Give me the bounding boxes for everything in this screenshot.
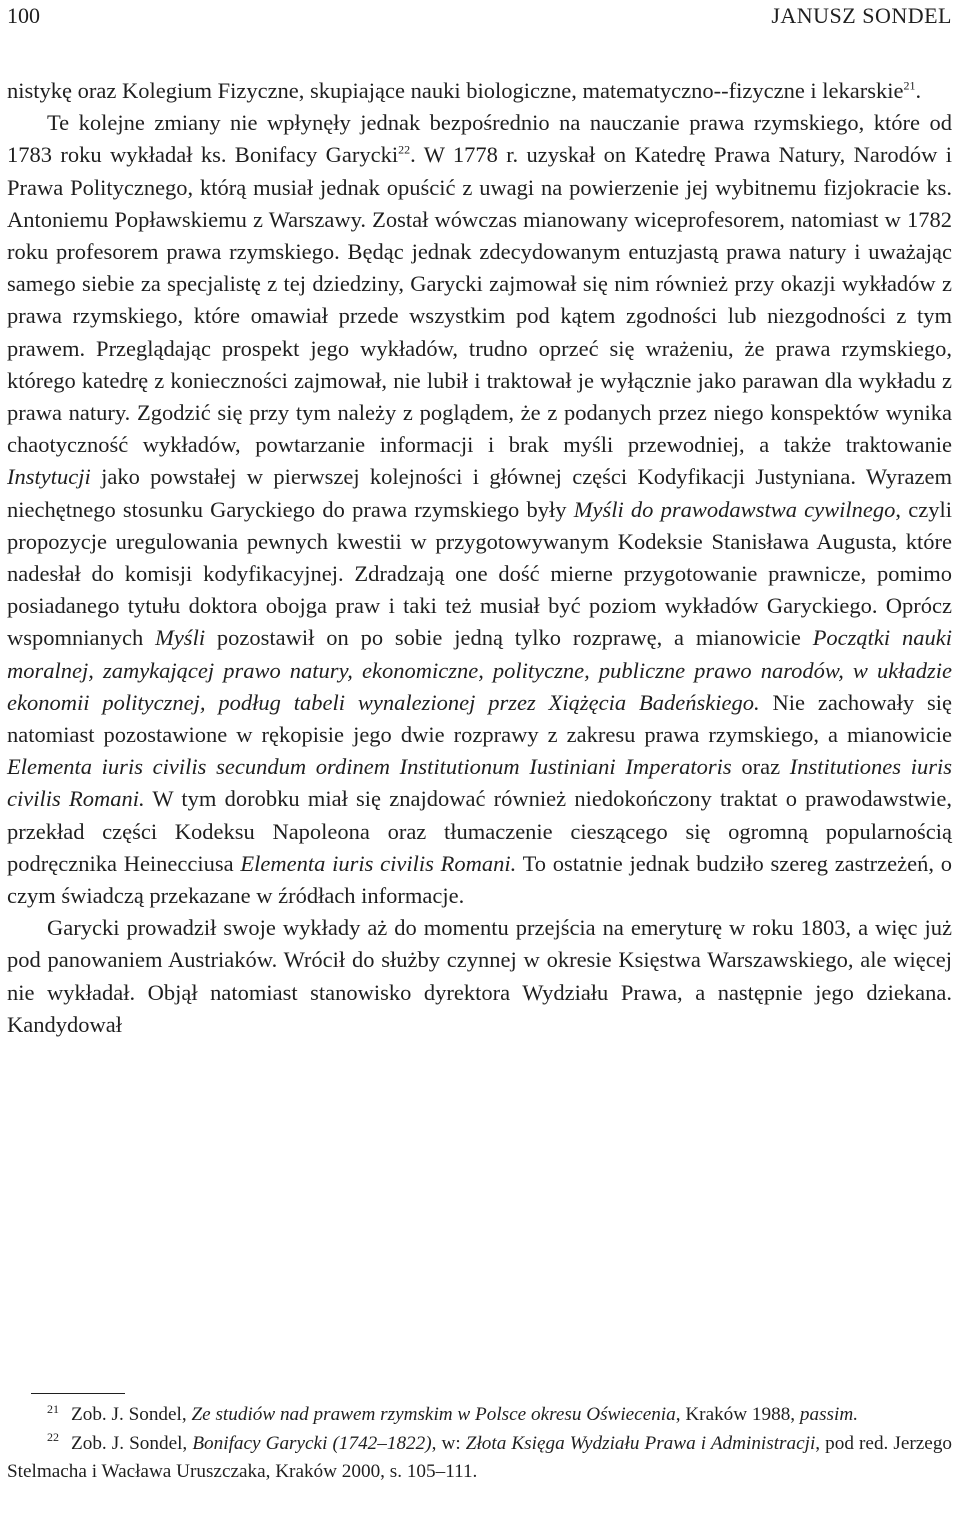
text-segment: pozostawił on po sobie jedną tylko rozprawę, a mianowicie [205,625,813,651]
footnote-number: 22 [47,1430,59,1445]
running-head: JANUSZ SONDEL [771,3,952,28]
footnote-ref-22: 22 [398,142,411,157]
italic-title: Myśli [155,625,206,651]
italic-title: Elementa iuris civilis Romani. [240,850,517,876]
italic-title: Myśli do prawodawstwa cywilnego [573,496,896,522]
paragraph-2 [7,107,952,912]
footnote-number: 21 [47,1401,59,1416]
footnote-21 [7,1401,952,1430]
text-segment: , pod red. Jerzego Stelmacha i Wacława Uruszczaka, Kraków 2000, s. 105–111. [7,1432,953,1482]
italic-title: Elementa iuris civilis secundum ordinem Institutionum Iustiniani Imperatoris [7,754,732,780]
page-header [7,3,952,29]
text-segment: , Kraków 1988, [675,1404,800,1425]
paragraph-3: Garycki prowadził swoje wykłady aż do momentu przejścia na emeryturę w roku 1803, a więc już pod panowaniem Austriaków. Wrócił do służby czynnej w okresie Księstwa Warszawskiego, ale więcej nie wykładał. Objął natomiast stanowisko dyrektora Wydziału Prawa, a następnie jego dziekana. Kandydował [7,915,952,1037]
italic-title: Instytucji [7,464,91,490]
text-segment: , w: [431,1432,466,1454]
footnote-separator [31,1393,125,1394]
text-segment: , czyli propozycje uregulowania pewnych kwestii w przygotowywanym Kodeksie Stanisława Augusta, które nadesłał do komisji kodyfikacyjnej. Zdradzają one dość mierne przygotowanie prawnicze, pomimo posiadanego tytułu doktora obojga praw i taki też musiał być poziom wykładów Garyckiego. Oprócz wspomnianych [7,496,952,651]
text-segment: Zob. J. Sondel, [71,1404,192,1425]
text-segment: To ostatnie jednak budziło szereg zastrzeżeń, o czym świadczą przekazane w źródłach informacje. [7,850,952,909]
italic-title: Złota Księga Wydziału Prawa i Administracji [465,1432,816,1454]
text-segment: . [915,78,922,103]
text-segment: Nie zachowały się natomiast pozostawione w rękopisie jego dwie rozprawy z zakresu prawa rzymskiego, a mianowicie [7,689,952,748]
text-segment: . W 1778 r. uzyskał on Katedrę Prawa Natury, Narodów i Prawa Politycznego, którą musiał jednak opuścić z uwagi na powierzenie jej wybitnemu fizjokracie ks. Antoniemu Popławskiemu z Warszawy. Został wówczas mianowany wiceprofesorem, natomiast w 1782 roku profesorem prawa rzymskiego. Będąc jednak zdecydowanym entuzjastą prawa natury i uważając samego siebie za specjalistę z tej dziedziny, Garycki zajmował się nim również przy okazji wykładów z prawa rzymskiego, które omawiał przede wszystkim pod kątem zgodności lub niezgodności z tym prawem. Przeglądając prospekt jego wykładów, trudno oprzeć się wrażeniu, że prawa rzymskiego, którego katedrę z konieczności zajmował, nie lubił i traktował je wyłącznie jako parawan dla wykładu z prawa natury. Zgodzić się przy tym należy z poglądem, że z podanych przez niego konspektów wynika chaotyczność wykładów, powtarzanie informacji i brak myśli przewodniej, a także traktowanie [7,142,952,458]
text-segment: W tym dorobku miał się znajdować również niedokończony traktat o prawodawstwie, przekład części Kodeksu Napoleona oraz tłumaczenie cieszącego się ogromną popularnością podręcznika Heinecciusa [7,786,953,876]
footnotes [7,1401,952,1487]
italic-title: Institutiones iuris civilis Romani. [7,754,953,812]
text-segment: Te kolejne zmiany nie wpłynęły jednak bezpośrednio na nauczanie prawa rzymskiego, które od 1783 roku wykładał ks. Bonifacy Garycki [7,110,952,168]
footnote-ref-21: 21 [903,78,916,93]
text-segment: oraz [731,754,790,780]
text-segment: Zob. J. Sondel, [71,1432,193,1454]
italic-title: passim. [799,1404,859,1425]
italic-title: Ze studiów nad prawem rzymskim w Polsce okresu Oświecenia [191,1404,676,1425]
footnote-22 [7,1430,952,1487]
text-segment: nistykę oraz Kolegium Fizyczne, skupiające nauki biologiczne, matematyczno--fizyczne i lekarskie [7,78,904,103]
italic-title: Początki nauki moralnej, zamykającej prawo natury, ekonomiczne, polityczne, publiczne prawo narodów, w układzie ekonomii politycznej, podług tabeli wynalezionej przez Xiążęcia Badeńskiego. [7,625,952,715]
main-text [7,75,952,1041]
text-segment: jako powstałej w pierwszej kolejności i głównej części Kodyfikacji Justyniana. Wyrazem niechętnego stosunku Garyckiego do prawa rzymskiego były [7,464,952,522]
paragraph-1 [7,75,952,107]
page-number: 100 [7,3,40,28]
italic-title: Bonifacy Garycki (1742–1822) [192,1432,432,1454]
